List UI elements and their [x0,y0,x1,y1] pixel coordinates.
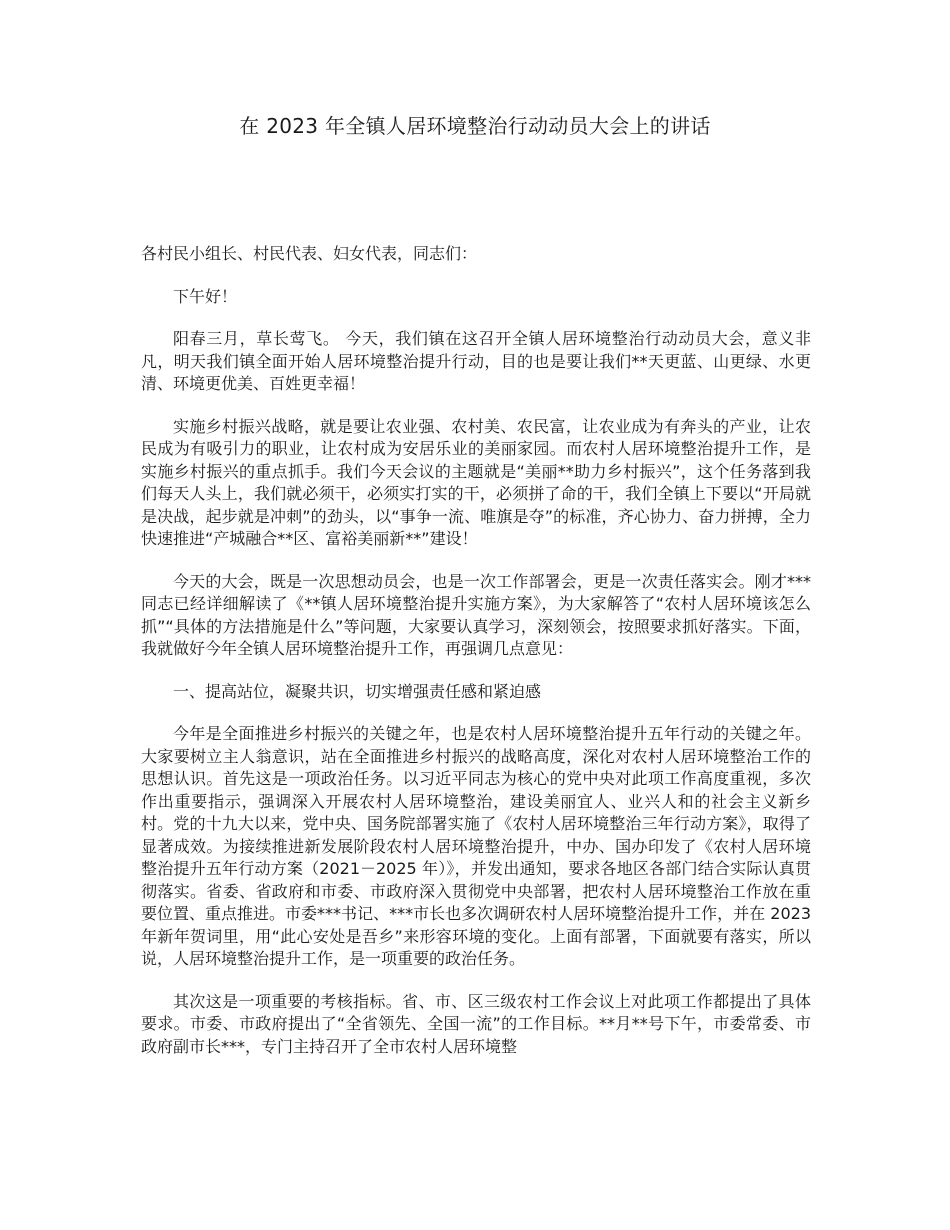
section-heading: 一、提高站位，凝聚共识，切实增强责任感和紧迫感 [173,681,542,701]
document-title: 在 2023 年全镇人居环境整治行动动员大会上的讲话 [239,114,711,138]
paragraph: 阳春三月，草长莺飞。 今天，我们镇在这召开全镇人居环境整治行动动员大会，意义非凡，明天我们镇全面开始人居环境整治提升行动，目的也是要让我们**天更蓝、山更绿、水更清、环境更优美、百姓更幸福！ [141,329,811,393]
salutation: 各村民小组长、村民代表、妇女代表，同志们： [141,244,478,263]
paragraph: 实施乡村振兴战略，就是要让农业强、农村美、农民富，让农业成为有奔头的产业，让农民成为有吸引力的职业，让农村成为安居乐业的美丽家园。而农村人居环境整治提升工作，是实施乡村振兴的重点抓手。我们今天会议的主题就是“美丽**助力乡村振兴”，这个任务落到我们每天人头上，我们就必须干，必须实打实的干，必须拼了命的干，我们全镇上下要以“开局就是决战，起步就是冲刺”的劲头，以“事争一流、唯旗是夺”的标准，齐心协力、奋力拼搏，全力快速推进“产城融合**区、富裕美丽新**”建设！ [141,416,811,548]
paragraph-greeting: 下午好！ [173,286,238,306]
document-body [141,243,811,1078]
paragraph: 其次这是一项重要的考核指标。省、市、区三级农村工作会议上对此项工作都提出了具体要求。市委、市政府提出了“全省领先、全国一流”的工作目标。**月**号下午，市委常委、市政府副市长***，专门主持召开了全市农村人居环境整 [141,991,811,1056]
paragraph: 今天的大会，既是一次思想动员会，也是一次工作部署会，更是一次责任落实会。刚才***同志已经详细解读了《**镇人居环境整治提升实施方案》，为大家解答了“农村人居环境该怎么抓”“具体的方法措施是什么”等问题，大家要认真学习，深刻领会，按照要求抓好落实。下面，我就做好今年全镇人居环境整治提升工作，再强调几点意见： [141,571,811,658]
paragraph: 今年是全面推进乡村振兴的关键之年，也是农村人居环境整治提升五年行动的关键之年。大家要树立主人翁意识，站在全面推进乡村振兴的战略高度，深化对农村人居环境整治工作的思想认识。首先这是一项政治任务。以习近平同志为核心的党中央对此项工作高度重视，多次作出重要指示，强调深入开展农村人居环境整治，建设美丽宜人、业兴人和的社会主义新乡村。党的十九大以来，党中央、国务院部署实施了《农村人居环境整治三年行动方案》，取得了显著成效。为接续推进新发展阶段农村人居环境整治提升，中办、国办印发了《农村人居环境整治提升五年行动方案（2021－2025 年）》，并发出通知，要求各地区各部门结合实际认真贯彻落实。省委、省政府和市委、市政府深入贯彻党中央部署，把农村人居环境整治工作放在重要位置、重点推进。市委***书记、***市长也多次调研农村人居环境整治提升工作，并在 2023 年新年贺词里，用“此心安处是吾乡”来形容环境的变化。上面有部署，下面就要有落实，所以说，人居环境整治提升工作，是一项重要的政治任务。 [141,724,811,968]
